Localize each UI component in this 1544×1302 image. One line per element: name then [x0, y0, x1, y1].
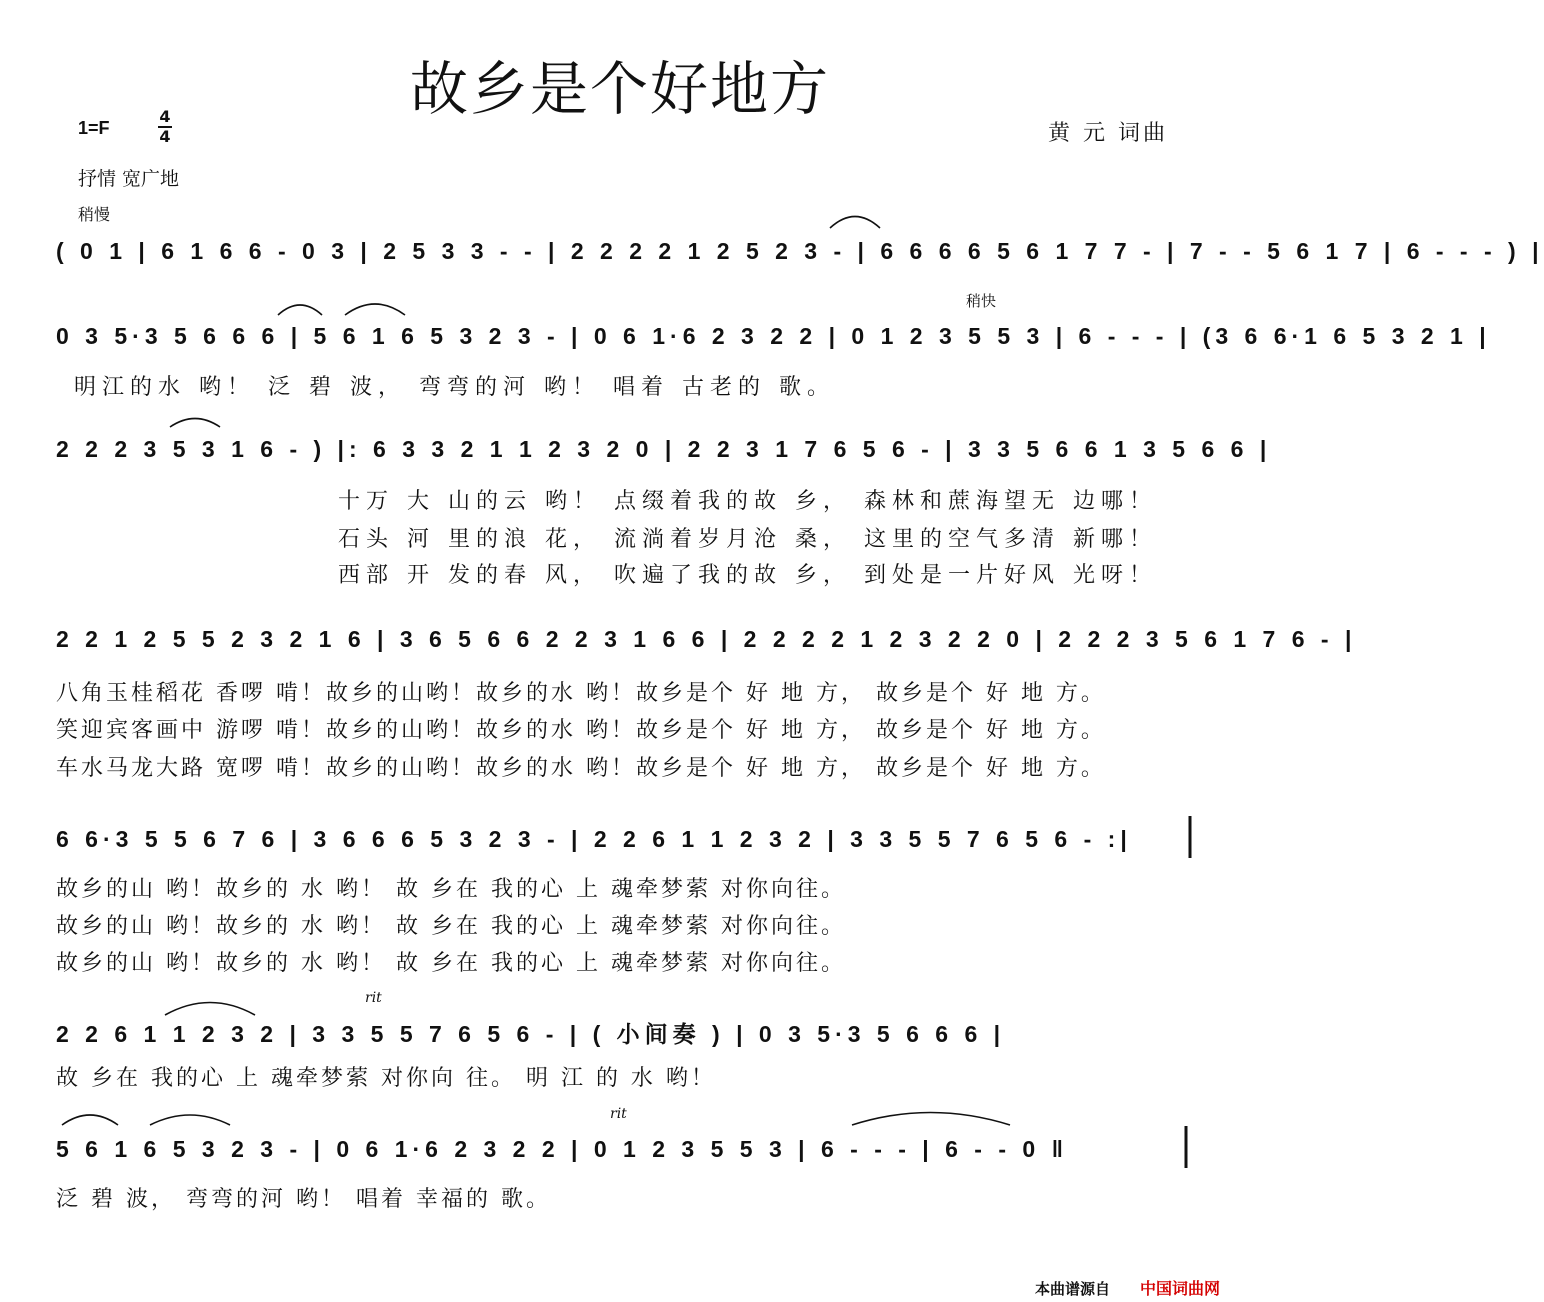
tempo-faster-marking: 稍快: [966, 292, 997, 310]
slur: [345, 304, 405, 315]
lyric-row-5-verse-1: 故乡的山 哟！故乡的 水 哟！ 故 乡在 我的心 上 魂牵梦萦 对你向往。: [56, 877, 846, 902]
notation-row-4: 2 2 1 2 5 5 2 3 2 1 6 | 3 6 5 6 6 2 2 3 1 6 6 | 2 2 2 2 1 2 3 2 2 0 | 2 2 2 3 5 6 1 7 6 - |: [56, 626, 1357, 652]
notation-row-5: 6 6·3 5 5 6 7 6 | 3 6 6 6 5 3 2 3 - | 2 2 6 1 1 2 3 2 | 3 3 5 5 7 6 5 6 - :|: [56, 826, 1132, 852]
lyric-row-4-verse-1: 八角玉桂稻花 香啰 啃！故乡的山哟！故乡的水 哟！故乡是个 好 地 方， 故乡是个 好 地 方。: [56, 681, 1106, 706]
slur: [165, 1003, 255, 1016]
slur: [852, 1113, 1010, 1126]
lyric-row-4-verse-3: 车水马龙大路 宽啰 啃！故乡的山哟！故乡的水 哟！故乡是个 好 地 方， 故乡是个 好 地 方。: [56, 756, 1106, 781]
lyric-row-3-verse-2: 石头 河 里的浪 花， 流淌着岁月沧 桑， 这里的空气多清 新哪！: [338, 527, 1157, 552]
lyric-row-7-verse-1: 泛 碧 波， 弯弯的河 哟！ 唱着 幸福的 歌。: [56, 1187, 551, 1212]
expression-marking: 抒情 宽广地: [78, 168, 180, 190]
notation-row-6: 2 2 6 1 1 2 3 2 | 3 3 5 5 7 6 5 6 - | ( 小间奏 ) | 0 3 5·3 5 6 6 6 |: [56, 1021, 1006, 1047]
footer-source-label: 本曲谱源自: [1035, 1280, 1111, 1298]
slur: [150, 1115, 230, 1125]
lyric-row-4-verse-2: 笑迎宾客画中 游啰 啃！故乡的山哟！故乡的水 哟！故乡是个 好 地 方， 故乡是个 好 地 方。: [56, 718, 1106, 743]
notation-row-1: ( 0 1 | 6 1 6 6 - 0 3 | 2 5 3 3 - - | 2 2 2 2 1 2 5 2 3 - | 6 6 6 6 5 6 1 7 7 - | 7 - - 5 6 1 7 | 6 - - - ) |: [56, 238, 1544, 264]
slur: [62, 1115, 118, 1125]
slur: [170, 419, 220, 428]
key-signature: 1=F: [78, 118, 110, 138]
page-title: 故乡是个好地方: [409, 55, 830, 123]
lyric-row-5-verse-2: 故乡的山 哟！故乡的 水 哟！ 故 乡在 我的心 上 魂牵梦萦 对你向往。: [56, 914, 846, 939]
time-signature-bottom: 4: [159, 127, 171, 146]
time-signature-top: 4: [159, 107, 171, 126]
notation-row-3: 2 2 2 3 5 3 1 6 - ) |: 6 3 3 2 1 1 2 3 2 0 | 2 2 3 1 7 6 5 6 - | 3 3 5 6 6 1 3 5 6 6 |: [56, 436, 1272, 462]
slur: [830, 217, 880, 229]
lyric-row-3-verse-1: 十万 大 山的云 哟！ 点缀着我的故 乡， 森林和蔗海望无 边哪！: [338, 489, 1157, 514]
rit-marking-2: rit: [610, 1106, 627, 1122]
composer-credit: 黄 元 词曲: [1048, 121, 1168, 146]
slur: [278, 305, 322, 315]
lyric-row-2-verse-1: 明江的水 哟！ 泛 碧 波， 弯弯的河 哟！ 唱着 古老的 歌。: [74, 375, 835, 400]
lyric-row-6-verse-1: 故 乡在 我的心 上 魂牵梦萦 对你向 往。 明 江 的 水 哟！: [56, 1066, 716, 1091]
footer-site-link[interactable]: 中国词曲网: [1140, 1279, 1221, 1298]
lyric-row-5-verse-3: 故乡的山 哟！故乡的 水 哟！ 故 乡在 我的心 上 魂牵梦萦 对你向往。: [56, 951, 846, 976]
notation-row-2: 0 3 5·3 5 6 6 6 | 5 6 1 6 5 3 2 3 - | 0 6 1·6 2 3 2 2 | 0 1 2 3 5 5 3 | 6 - - - | (3 6 6·1 6 5 3 2 1 |: [56, 323, 1491, 349]
lyric-row-3-verse-3: 西部 开 发的春 风， 吹遍了我的故 乡， 到处是一片好风 光呀！: [338, 563, 1157, 588]
rit-marking-1: rit: [365, 990, 382, 1006]
notation-row-7: 5 6 1 6 5 3 2 3 - | 0 6 1·6 2 3 2 2 | 0 1 2 3 5 5 3 | 6 - - - | 6 - - 0 ‖: [56, 1136, 1069, 1162]
tempo-marking: 稍慢: [78, 205, 111, 224]
